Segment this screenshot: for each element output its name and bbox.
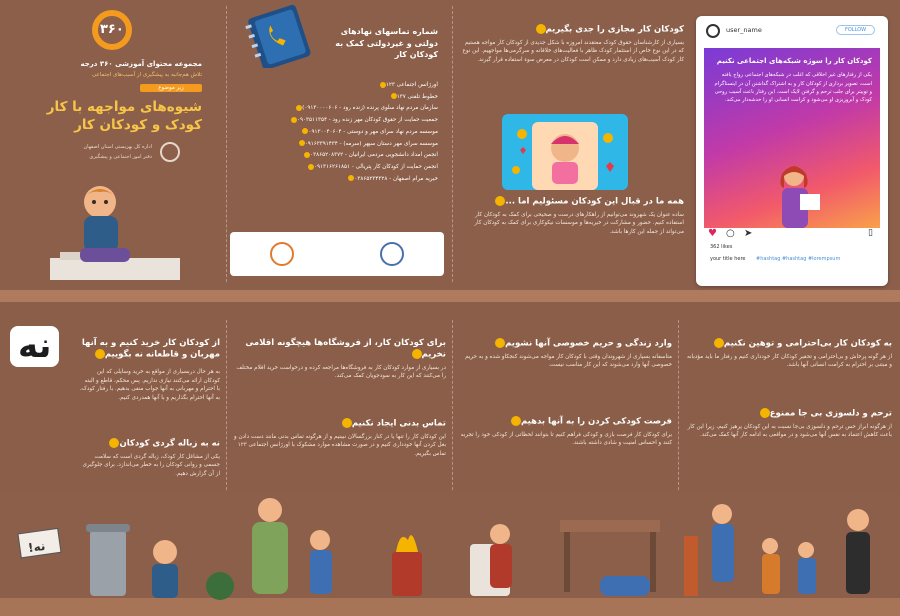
contact-item xyxy=(236,92,438,104)
welfare-logo-icon xyxy=(380,242,404,266)
series-subtitle: تلاش هم‌جانبه به پیشگیری از آسیب‌های اجتماعی xyxy=(92,72,202,78)
virtual-child-section xyxy=(462,24,684,65)
section-heading-text: همه ما در قبال این کودکان مسئولیم اما ... xyxy=(505,196,684,207)
post-username: user_name xyxy=(726,26,762,34)
bullet-icon xyxy=(412,349,422,359)
fold-line xyxy=(452,320,453,490)
contact-item xyxy=(236,174,438,186)
follow-button[interactable]: FOLLOW xyxy=(836,25,875,35)
section-heading xyxy=(462,24,684,36)
contacts-title: شماره تماسهای نهادهای دولتی و غیردولتی کمک به کودکان کار xyxy=(335,27,438,60)
section-text: بسیاری از کارشناسان حقوق کودک معتقدند امروزه با شکل جدیدی از کودکان کار مواجه هستیم که در این نوع خاص از استثمار کودک ظاهر با فعالیت‌های خلاقانه و سرگرمی‌ها مواجهیم. این نوع کار کودک آسیب‌های زیادی دارد و ممکن است کودکان در معرض سوء استفاده قرار گیرند. xyxy=(462,39,684,63)
section-text: به هر حال دربسیاری از مواقع به خرید وسایلی که این کودکان ارائه می‌کنند نیازی نداریم. پس محکم، قاطع و البته با احترام و مهربانی به آنها جواب منفی بدهیم. با رفتار کودک، به آنها احترام بگذاریم و با آنها همدردی کنیم. xyxy=(80,369,220,401)
childhood-chance-section xyxy=(458,416,672,448)
contact-text: خطوط تلفنی ۱۳۷ xyxy=(396,93,438,100)
post-caption: your title here xyxy=(710,256,746,262)
org-emblem-icon xyxy=(160,142,180,162)
contact-text: سازمان مردم نهاد سلوی پرنده (زنده رود - ۰۹۱۳۰۰۰۰۶۰۶) xyxy=(302,105,438,112)
subtopic-badge: زیر موضوع xyxy=(140,84,202,92)
section-heading xyxy=(686,408,892,420)
top-stripe xyxy=(0,290,900,302)
section-heading xyxy=(232,418,446,430)
contact-text: جمعیت حمایت از حقوق کودکان مهر زنده رود - ۰۹۰۳۵۱۱۳۵۴ xyxy=(296,117,438,124)
post-body: یکی از رفتارهای غیر اخلاقی که اغلب در شبکه‌های اجتماعی رواج یافته است، تصویر برداری از کودکان کار و به اشتراک گذاشتن آن در اینستاگرام و توییتر برای جلب ترحم و گرفتن لایک است. این رفتار باعث آسیب روحی کودک و آبروریزی او می‌شود و کرامت انسانی او را خدشه‌دار می‌کند. xyxy=(714,72,872,104)
contact-text: موسسه سرای مهر دستان سپهر (سرمه) - ۰۹۱۶۳۳۹۱۴۳۴ xyxy=(304,140,438,147)
contact-item xyxy=(236,162,438,174)
section-heading-text: نه به زباله گردی کودکان xyxy=(119,438,220,449)
section-heading xyxy=(458,338,672,350)
contact-item xyxy=(236,150,438,162)
likes-count: 362 likes xyxy=(710,244,733,250)
contact-text: انجمن حمایت از کودکان کار پتریالی - ۰۹۱۳۱۶۲۶۱۸۵۱ xyxy=(314,164,438,171)
section-heading-text: ترحم و دلسوزی بی جا ممنوع xyxy=(769,408,892,419)
cover-panel xyxy=(0,0,222,290)
garbage-section xyxy=(80,438,220,479)
child-crying-illustration xyxy=(502,114,628,190)
bullet-icon xyxy=(714,338,724,348)
phonebook-icon xyxy=(240,4,320,68)
section-heading xyxy=(462,196,684,208)
section-text: برای کودکان کار فرصت بازی و کودکی فراهم کنیم تا بتوانند لحظاتی از کودکی خود را تجربه کنند و احساس امنیت و شادی داشته باشند. xyxy=(460,431,672,447)
section-text: یکی از مشاغل کار کودک، زباله گردی است که سلامت جسمی و روانی کودکان را به خطر می‌اندازد. برای جلوگیری از آن گزارش دهیم. xyxy=(82,453,220,477)
bullet-icon xyxy=(495,196,505,206)
section-heading-text: وارد زندگی و حریم خصوصی آنها نشویم xyxy=(505,338,672,349)
contact-text: اورژانس اجتماعی ۱۲۳ xyxy=(385,82,438,88)
contact-text: خیریه مرام اصفهان - ۰۳۸۶۵۲۳۴۳۲۸ xyxy=(354,175,438,182)
section-heading xyxy=(458,416,672,428)
main-title: شیوه‌های مواجهه با کار کودک و کودکان کار xyxy=(46,99,202,134)
store-purchase-section xyxy=(232,338,446,381)
section-heading xyxy=(80,438,220,450)
bullet-icon xyxy=(342,418,352,428)
fold-line xyxy=(678,320,679,490)
section-text: این کودکان کار را تنها یا در کنار بزرگسالان نبینیم و از هرگونه تماس بدنی مانند دست دادن و بغل کردن آنها خودداری کنیم و در صورت مشاهده موارد مشکوک با اورژانس اجتماعی ۱۲۳ تماس بگیریم. xyxy=(233,433,446,457)
post-image xyxy=(704,48,880,228)
section-text: از هرگونه ابراز حس ترحم و دلسوزی بی‌جا نسبت به این کودکان پرهیز کنیم، زیرا این کار باعث کاهش اعتماد به نفس آنها می‌شود و در مواقعی به ادامه کار آنها کمک می‌کند. xyxy=(687,423,892,439)
post-hashtags: #hashtag #hashtag #lorempsum xyxy=(756,256,841,262)
contact-text: موسسه مردم نهاد سرای مهر و دوستی - ۰۹۱۳۰۰۴۰۶۰۴ xyxy=(308,128,438,135)
section-heading-text: تماس بدنی ایجاد نکنیم xyxy=(351,418,446,429)
responsibility-section xyxy=(462,196,684,237)
section-heading-text: برای کودکان کار، از فروشگاه‌ها هیچگونه اقلامی نخریم xyxy=(245,338,446,360)
respect-section xyxy=(686,338,892,370)
contact-item xyxy=(236,115,438,127)
comment-icon[interactable]: ○ xyxy=(726,228,735,239)
section-text: در بسیاری از موارد کودکان کار به فروشگاه‌ها مراجعه کرده و درخواست خرید اقلام مختلف را می‌کنند که این کار به سودجویان کمک می‌کند. xyxy=(236,364,446,380)
section-heading-text: از کودکان کار خرید کنیم و به آنها مهربان و قاطعانه نه بگوییم xyxy=(81,338,220,360)
share-icon[interactable]: ➤ xyxy=(744,228,753,239)
sponsor-logos xyxy=(230,232,444,276)
contact-item xyxy=(236,139,438,151)
bullet-icon xyxy=(109,438,119,448)
section-heading xyxy=(686,338,892,350)
series-title: مجموعه محتوای آموزشی ۳۶۰ درجه xyxy=(80,60,202,68)
bullet-icon xyxy=(511,416,521,426)
no-word-badge: نه xyxy=(10,326,59,367)
fold-line xyxy=(226,6,227,282)
contact-item xyxy=(236,127,438,139)
privacy-section xyxy=(458,338,672,370)
section-heading xyxy=(232,338,446,361)
bookmark-icon[interactable]: ▯ xyxy=(868,228,873,238)
section-text: ساده عنوان یک شهروند می‌توانیم از راهکارهای درست و صحیحی برای کمک به کودکان کار استفاده کنیم. حضور و مشارکت در خیریه‌ها و موسسات نیکوکاری برای کمک به کودکان کار می‌تواند از جمله این کارها باشد. xyxy=(474,211,684,235)
bullet-icon xyxy=(536,24,546,34)
bullet-icon xyxy=(95,349,105,359)
section-text: از هر گونه پرخاش و بی‌احترامی و تحقیر کودکان کار خودداری کنیم و رفتار ما باید مؤدبانه و مبتنی بر احترام به کرامت انسانی آنها باشد. xyxy=(686,353,892,369)
sitting-child-illustration xyxy=(40,178,190,286)
post-title: کودکان کار را سوژه شبکه‌های اجتماعی نکنیم xyxy=(716,57,872,65)
contact-text: انجمن امداد دانشجویی مردمی ایرانیان - ۰۳۸۶۵۲۰۸۳۷۲ xyxy=(310,152,438,159)
fold-line xyxy=(452,6,453,282)
contact-item xyxy=(236,80,438,92)
avatar xyxy=(706,24,720,38)
buy-from-children-section xyxy=(80,338,220,361)
bullet-icon xyxy=(760,408,770,418)
street-sign-text: !نه xyxy=(27,538,47,556)
woman-illustration xyxy=(770,158,824,228)
section-heading-text: فرصت کودکی کردن را به آنها بدهیم xyxy=(520,416,672,427)
section-heading xyxy=(80,338,220,361)
heart-icon[interactable]: ♥ xyxy=(708,228,717,239)
bullet-icon xyxy=(495,338,505,348)
social-post-card xyxy=(696,16,888,286)
contacts-list xyxy=(236,80,438,186)
section-heading-text: کودکان کار مجازی را جدی بگیریم xyxy=(545,24,684,35)
logo-text: ۳۶۰ xyxy=(100,22,124,37)
org-name-1: اداره کل بهزیستی استان اصفهان xyxy=(83,144,152,150)
street-illustration xyxy=(0,490,900,616)
physical-contact-section xyxy=(232,418,446,459)
no-pity-section xyxy=(686,408,892,440)
contact-item xyxy=(236,103,438,115)
section-heading-text: به کودکان کار بی‌احترامی و توهین نکنیم xyxy=(723,338,892,349)
partner-logo-icon xyxy=(270,242,294,266)
street-scene xyxy=(0,490,900,616)
section-text: متاسفانه بسیاری از شهروندان وقتی با کودکان کار مواجه می‌شوند کنجکاو شده و به حریم خصوصی آنها وارد می‌شوند که این کار مناسب نیست. xyxy=(465,353,672,369)
fold-line xyxy=(226,320,227,490)
org-name-2: دفتر امور اجتماعی و پیشگیری xyxy=(89,154,152,160)
